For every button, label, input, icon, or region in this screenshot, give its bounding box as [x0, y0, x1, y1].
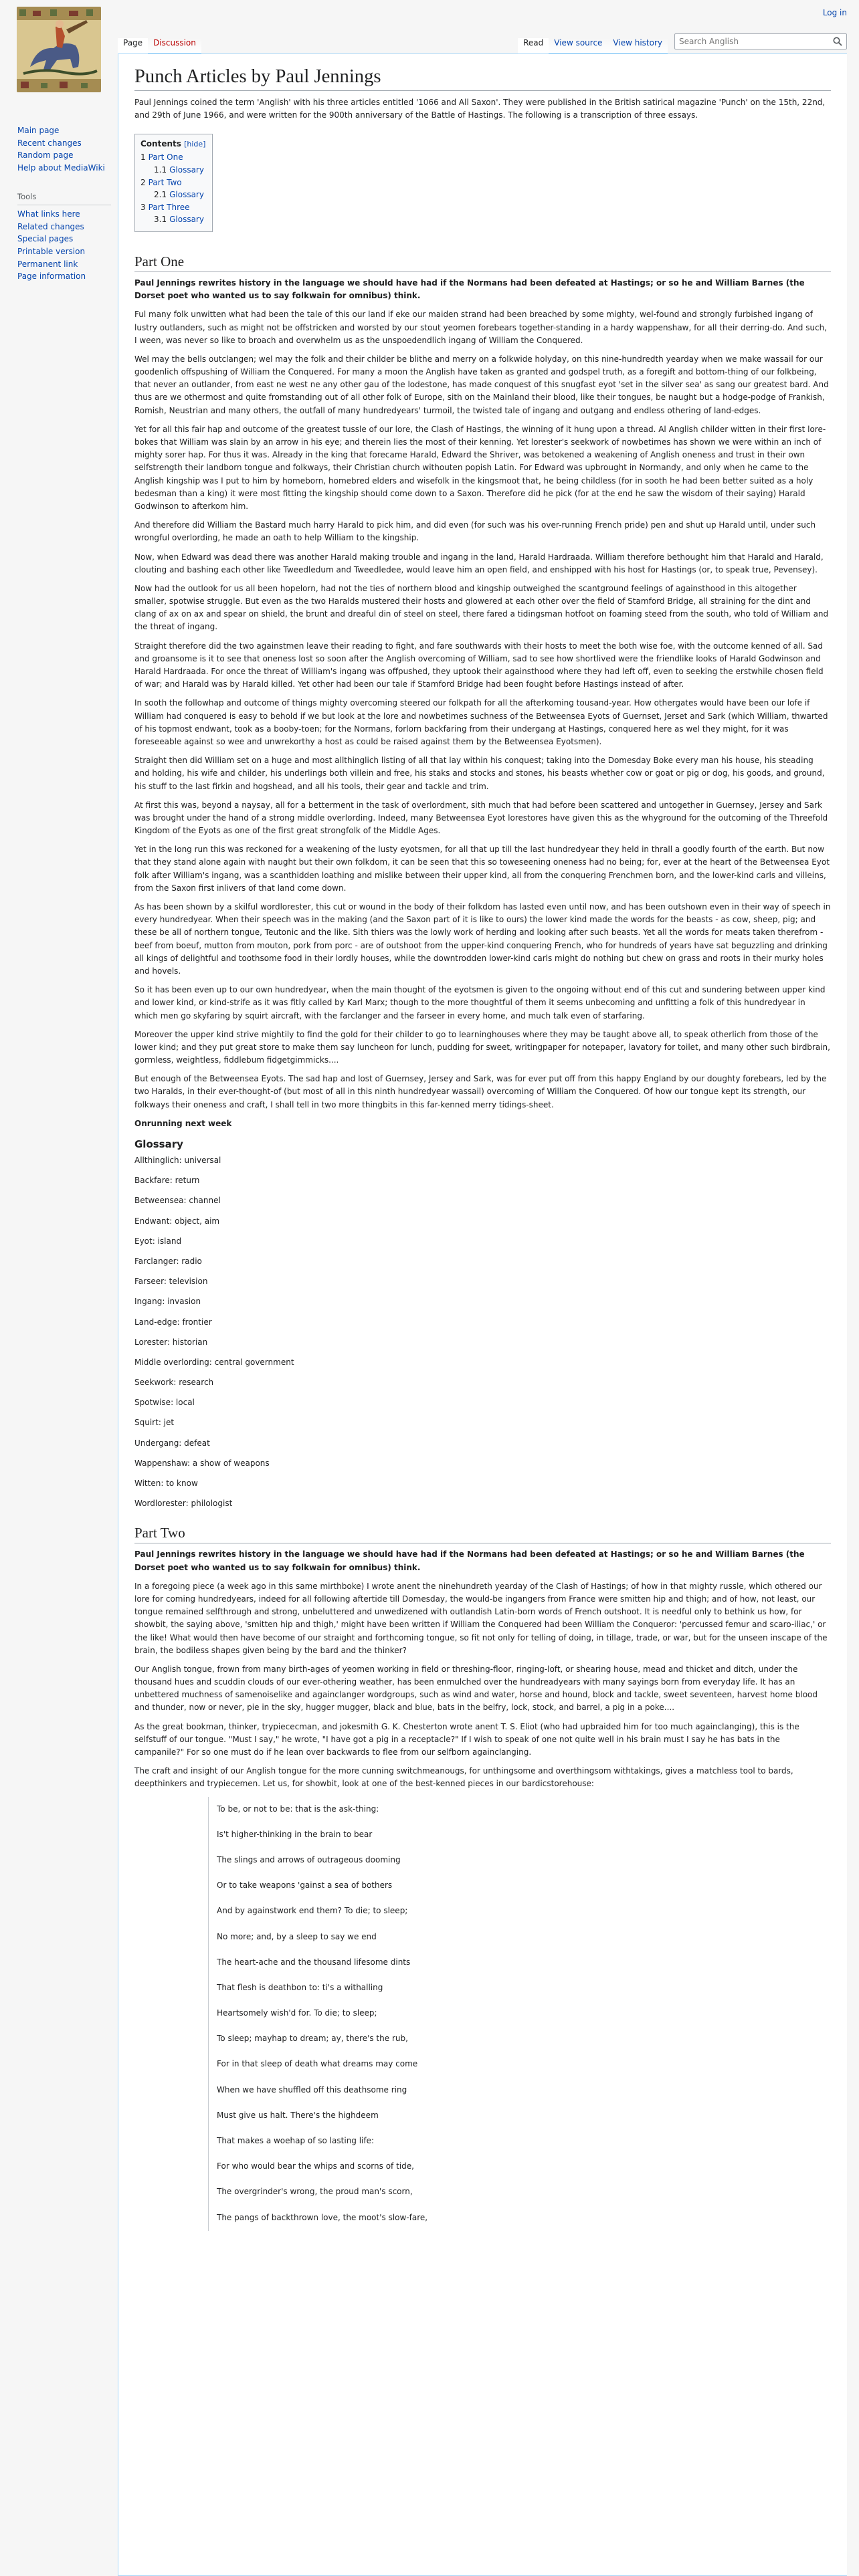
- tab-view-history[interactable]: View history: [607, 38, 668, 53]
- toc-number: 1: [140, 152, 146, 163]
- paragraph: But enough of the Betweensea Eyots. The sad hap and lost of Guernsey, Jersey and Sark, was for ever put off from this happy England by our doughty forebears, led by the two Haralds, in their ever-thought-of (but most of all in this ninth hundredyear wassail) overcoming of William the Conquered. Of how our tongue kept its strength, our folkways their oneness and craft, I shall tell in two more thingbits in this far-kenned merry tidings-sheet.: [134, 1074, 827, 1109]
- verse-line: Is't higher-thinking in the brain to bear: [217, 1829, 373, 1839]
- toc-item[interactable]: [140, 164, 205, 177]
- verse-line: That flesh is deathbon to: ti's a withalling: [217, 1982, 383, 1992]
- tab-discussion[interactable]: Discussion: [148, 38, 201, 53]
- table-of-contents: [134, 134, 213, 232]
- paragraph: Yet in the long run this was reckoned for a weakening of the lusty eyotsmen, for all that up till the last hundredyear they held in thrall a goodly fourth of the earth. But now that they stand alone again with naught but their own folkdom, it can be seen that this so toweseening oneness had no being; for, ever at the heart of the Betweensea Eyot folk after William's ingang, was a scanthidden loathing and mislike between their upper kind, all from the conquering Frenchmen born, and the lower-kind carls and villeins, from the Saxon first inlivers of that land come down.: [134, 845, 830, 893]
- glossary-entry: Squirt: jet: [134, 1418, 175, 1428]
- continued-note: Onrunning next week: [134, 1118, 232, 1128]
- sidebar-item-printable-version[interactable]: Printable version: [17, 246, 86, 256]
- tapestry-logo-icon: [17, 7, 101, 92]
- tools-heading: Tools: [17, 191, 111, 205]
- paragraph: Straight therefore did the two againstmen leave their reading to fight, and fare southwards with their hosts to meet the both wise foe, with the outcome kenned of all. Sad and groansome is it to see that oneness lost so soon after the Anglish overcoming of William, sad to see how shortlived were the friendlike looks of Harald Godwinson and Harald Hardraada. For once the threat of William's ingang was offpushed, they uptook their againsthood where they had left off, even to seeking the erstwhile chosen field of war; and Harald was by Harald killed. Yet other had been our tale if Stamford Bridge had been fought before Hastings instead of after.: [134, 641, 824, 689]
- verse-line: The overgrinder's wrong, the proud man's scorn,: [217, 2187, 413, 2197]
- part-two-lead: Paul Jennings rewrites history in the language we should have had if the Normans had been defeated at Hastings; or so he and William Barnes (the Dorset poet who wanted us to say folkwain for omnibus) think.: [134, 1549, 805, 1572]
- toc-item[interactable]: [140, 213, 205, 226]
- paragraph: At first this was, beyond a naysay, all for a betterment in the task of overlordment, sith much that had before been scattered and untogether in Guernsey, Jersey and Sark was brought under the hand of a strong middle overlording. Indeed, many Betweensea Eyot lorestores have given this as the whyground for the outcoming of the Threefold Kingdom of the Eyots as one of the first great strongfolk of the Middle Ages.: [134, 800, 828, 836]
- section-heading-part-two: Part Two: [134, 1525, 831, 1543]
- toc-item[interactable]: [140, 177, 205, 189]
- verse-line: The heart-ache and the thousand lifesome dints: [217, 1957, 411, 1967]
- glossary-entry: Backfare: return: [134, 1176, 200, 1186]
- sidebar: [17, 124, 111, 300]
- verse-line: Or to take weapons 'gainst a sea of bothers: [217, 1881, 393, 1891]
- verse-line: To sleep; mayhap to dream; ay, there's the rub,: [217, 2034, 408, 2044]
- paragraph: Moreover the upper kind strive mightily to find the gold for their childer to go to learninghouses where they may be taught above all, to speak otherlich from those of the lower kind; and they put great store to make them say luncheon for lunch, pudding for sweet, writingpaper for notepaper, lavatory for toilet, and many other such birdbrain, gormless, weightless, fiddlebum fidgetgimmicks....: [134, 1029, 830, 1065]
- glossary-entry: Land-edge: frontier: [134, 1317, 212, 1327]
- glossary-entry: Lorester: historian: [134, 1337, 208, 1347]
- paragraph: As has been shown by a skilful wordlorester, this cut or wound in the body of their folkdom has lasted even until now, and has been outshown even in their way of speech in every hundredyear. When their speech was in the making (and the Saxon part of it is like to ours) the lower kind made the words for the beasts - as cow, sheep, pig; and these be all of northern tongue, Teutonic and the like. Sith thiers was the lowly work of herding and looking after such beasts. Yet all the words for meats taken therefrom - beef from boeuf, mutton from mouton, pork from porc - are of outshoot from the upper-kind conquering French, who for hundreds of years have sat beguzzling and drinking all kings of delightful and toothsome food in their lordly houses, while the downtrodden lower-kind carls might do nothing but chew on grass and roots in their murky holes and hovels.: [134, 902, 831, 976]
- glossary-entry: Seekwork: research: [134, 1378, 214, 1388]
- part-one-lead: Paul Jennings rewrites history in the language we should have had if the Normans had been defeated at Hastings; or so he and William Barnes (the Dorset poet who wanted us to say folkwain for omnibus) think.: [134, 278, 805, 301]
- sidebar-item-main-page[interactable]: Main page: [17, 126, 60, 135]
- section-heading-glossary-1: Glossary: [134, 1138, 183, 1150]
- site-logo[interactable]: [17, 7, 101, 92]
- intro-paragraph: Paul Jennings coined the term 'Anglish' with his three articles entitled '1066 and All Saxon'. They were published in the British satirical magazine 'Punch' on the 15th, 22nd, and 29th of June 1966, and were written for the 900th anniversary of the Battle of Hastings. The following is a transcription of three essays.: [134, 98, 826, 120]
- paragraph: The craft and insight of our Anglish tongue for the more cunning switchmeanougs, for unthingsome and overthingsom withtakings, gives a matchless tool to bards, deepthinkers and trypiecemen. Let us, for showbit, look at one of the best-kenned pieces in our bardicstorehouse:: [134, 1766, 793, 1789]
- glossary-entry: Middle overlording: central government: [134, 1357, 294, 1367]
- search-input[interactable]: [675, 35, 830, 48]
- verse-line: The pangs of backthrown love, the moot's slow-fare,: [217, 2212, 428, 2222]
- verse-line: Must give us halt. There's the highdeem: [217, 2110, 379, 2120]
- glossary-entry: Farclanger: radio: [134, 1256, 202, 1266]
- navigation-portal: [17, 124, 111, 174]
- sidebar-item-permanent-link[interactable]: Permanent link: [17, 259, 78, 269]
- verse-line: Heartsomely wish'd for. To die; to sleep;: [217, 2008, 377, 2018]
- paragraph: Yet for all this fair hap and outcome of the greatest tussle of our lore, the Clash of Hastings, the winning of it hung upon a thread. Al Anglish childer witten in their first lore-bokes that William was slain by an arrow in his eye; and therein lies the most of their kenning. Yet lorester's seekwork of nowbetimes has shown we were within an inch of mighty sorer hap. For thus it was. Already in the king that forecame Harald, Edward the Shriver, was betokened a weakening of Anglish oneness and trust in their own selfstrength their landborn tongue and folkways, their Christian church withouten popish Latin. For Edward was upbrought in Normandy, and only when he came to the Anglish kingship was I put to him by homeborn, homebred elders and wisefolk in the kingsmoot that, he being childless (for in sooth he had been better suited as a holy bedesman than a king) it were most fitting the kingship should come down to a Saxon. Therefore did he pick (for at the end he saw the wisdom of their saying) Harald Godwinson to afterkom him.: [134, 424, 826, 511]
- section-heading-part-one: Part One: [134, 253, 831, 272]
- toc-number: 2.1: [154, 190, 167, 200]
- glossary-entry: Witten: to know: [134, 1479, 198, 1488]
- paragraph: In sooth the followhap and outcome of things mighty overcoming steered our folkpath for all the afterkoming tousand-year. How othergates would have been our lofe if William had conquered is easy to behold if we but look at the lore and nowbetimes suchness of the Betweensea Eyots of Guernset, Jerset and Sark (which William, thwarted of his topmost endwant, took as a booby-toen; for the Normans, forlorn backfaring from their undergang at Hastings, conquered here as wel they might, for it was foreseeable against so wee and unwrekorthy a host as could be raised against them by the Betweensea Eyotsmen).: [134, 698, 828, 746]
- verse-block: [208, 1797, 831, 2231]
- verse-line: For who would bear the whips and scorns of tide,: [217, 2161, 414, 2171]
- page-title: Punch Articles by Paul Jennings: [134, 66, 831, 91]
- tab-read[interactable]: Read: [518, 38, 549, 53]
- verse-line: The slings and arrows of outrageous dooming: [217, 1854, 401, 1864]
- sidebar-item-what-links-here[interactable]: What links here: [17, 209, 80, 219]
- sidebar-item-page-information[interactable]: Page information: [17, 272, 86, 282]
- tab-view-source[interactable]: View source: [549, 38, 607, 53]
- verse-line: And by againstwork end them? To die; to sleep;: [217, 1906, 408, 1916]
- toc-label: Glossary: [169, 215, 204, 225]
- toc-number: 3: [140, 202, 146, 212]
- glossary-list: [134, 1154, 831, 1510]
- namespace-tabs: [118, 38, 201, 53]
- verse-line: That makes a woehap of so lasting life:: [217, 2136, 375, 2145]
- sidebar-item-related-changes[interactable]: Related changes: [17, 221, 84, 231]
- paragraph: So it has been even up to our own hundredyear, when the main thought of the eyotsmen is given to the ongoing without end of this cut and sundering between upper kind and lower kind, or kind-strife as it was fitly called by Karl Marx; though to the more thoughtful of them it seems unbecoming and unfitting a folk of this hundredyear in which men go skyfaring by squirt aircraft, with the farclanger and the farseer in every home, and much talk even of starfaring.: [134, 985, 826, 1021]
- glossary-entry: Wordlorester: philologist: [134, 1499, 233, 1509]
- glossary-entry: Ingang: invasion: [134, 1297, 201, 1307]
- sidebar-item-recent-changes[interactable]: Recent changes: [17, 138, 82, 148]
- toc-title-row: [140, 139, 205, 148]
- paragraph: And therefore did William the Bastard much harry Harald to pick him, and did even (for such was his over-running French pride) pen and shut up Harald until, under such wrongful overlording, he made an oath to help William to the kingship.: [134, 520, 816, 543]
- toc-item[interactable]: [140, 151, 205, 164]
- toc-number: 3.1: [154, 215, 167, 225]
- toc-number: 2: [140, 177, 146, 187]
- glossary-entry: Undergang: defeat: [134, 1438, 210, 1448]
- paragraph: As the great bookman, thinker, trypiececman, and jokesmith G. K. Chesterton wrote anent T. S. Eliot (who had upbraided him for too much againclanging), this is the selfstuff of our tongue. "Must I say," he wrote, "I have got a pig in a receptacle?" If I wish to speak of one not quite well in his brain must I say he has bats in the campanile?" For so one must do if he lean over backwards to flee from our selfborn againclanging.: [134, 1721, 799, 1757]
- glossary-entry: Betweensea: channel: [134, 1196, 221, 1206]
- toc-label: Glossary: [169, 190, 204, 200]
- sidebar-item-special-pages[interactable]: Special pages: [17, 234, 74, 244]
- search-box: [674, 33, 847, 49]
- toc-item[interactable]: [140, 201, 205, 214]
- glossary-entry: Farseer: television: [134, 1277, 208, 1287]
- tools-portal: [17, 191, 111, 282]
- paragraph: In a foregoing piece (a week ago in this same mirthboke) I wrote anent the ninehundreth yearday of the Clash of Hastings; of how in that mighty russle, which othered our lore for coming hundredyears, indeed for all following aftertide till Domesday, the would-be ingangers from France were smitten hip and thigh; and of how, not least, our tongue remained selfthrough and strong, unbeluttered and unwedizened with outlandish Latin-born words of French outshoot. It is needful only to bethink us how, for showbit, the saying above, 'smitten hip and thigh,' might have been written if William the Conquered had been William the Conqueror: 'percussed femur and scaro-iliac,' or the like! What would then have become of our straight and forthcoming tongue, so fit not only for telling of doing, in tillage, trade, or war, but for the unseen inscape of the brain, the bodiless shapes given being by the bard and the thinker?: [134, 1581, 828, 1655]
- search-icon[interactable]: [833, 37, 842, 46]
- glossary-entry: Eyot: island: [134, 1236, 182, 1246]
- paragraph: Ful many folk unwitten what had been the tale of this our land if eke our maiden strand had been breached by some mighty, wel-found and strongly furbished ingang of lustry outlanders, such as might not be offstricken and worsted by our stout yeomen forebears together-standing in a hardy wappenshaw, for all their derring-do. And such, I ween, was never so like to broach and overwhelm us as the unspoedendlich ingang of William the Conquered.: [134, 310, 828, 345]
- verse-line: For in that sleep of death what dreams may come: [217, 2059, 418, 2069]
- sidebar-item-help[interactable]: Help about MediaWiki: [17, 163, 105, 173]
- toc-label: Part Two: [148, 177, 182, 187]
- sidebar-item-random-page[interactable]: Random page: [17, 150, 74, 160]
- glossary-entry: Wappenshaw: a show of weapons: [134, 1458, 270, 1468]
- paragraph: Now, when Edward was dead there was another Harald making trouble and ingang in the land, Harald Hardraada. William therefore bethought him that Harald and Harald, clouting and bashing each other like Tweedledum and Tweedledee, would leave him an open field, and enshipped with his host for Hastings (or, to speak true, Pevensey).: [134, 552, 824, 574]
- glossary-entry: Spotwise: local: [134, 1398, 195, 1408]
- page-tabs: [118, 27, 847, 53]
- toc-label: Part Three: [148, 202, 190, 212]
- article-content: [118, 53, 847, 2576]
- glossary-entry: Allthinglich: universal: [134, 1156, 221, 1165]
- view-tabs: [518, 33, 847, 53]
- toc-label: Glossary: [169, 165, 204, 175]
- paragraph: Our Anglish tongue, frown from many birth-ages of yeomen working in field or threshing-floor, ringing-loft, or shearing house, mead and thicket and ditch, under the thousand hues and scuddin clouds of our ever-othering weather, has been enmulched over the hundreadyears with many sayings born from everyday life. It has an unbettered muchness of samenoiselike and againclanger wordgroups, such as wind and water, horse and hound, block and tackle, sweet seventeen, harvest home blood and thunder, now or never, pie in the sky, hugger mugger, black and blue, bats in the belfry, lock, stock, and barrel, a pig in a poke....: [134, 1664, 818, 1713]
- verse-line: To be, or not to be: that is the ask-thing:: [217, 1804, 379, 1814]
- toc-hide-toggle[interactable]: [hide]: [184, 140, 206, 149]
- login-link[interactable]: Log in: [822, 8, 847, 17]
- paragraph: Straight then did William set on a huge and most allthinglich listing of all that lay within his conquest; taking into the Domesday Boke every man his house, his steading and holding, his wife and childer, his underlings both villein and free, his staks and stocks and stones, his beasts whether cow or goat or pig or dog, his goods, and ground, his stuff to the last firkin and hogshead, and all his tools, their gear and tackle and trim.: [134, 756, 825, 791]
- verse-line: No more; and, by a sleep to say we end: [217, 1931, 377, 1941]
- glossary-entry: Endwant: object, aim: [134, 1216, 220, 1226]
- toc-number: 1.1: [154, 165, 167, 175]
- toc-label: Part One: [148, 152, 183, 163]
- tab-page[interactable]: Page: [118, 38, 148, 53]
- verse-line: When we have shuffled off this deathsome ring: [217, 2084, 407, 2095]
- paragraph: Wel may the bells outclangen; wel may the folk and their childer be blithe and merry on a folkwide holyday, on this nine-hundredth yearday when we make wassail for our goodenlich offspushing of William the Conquered. For many a moon the Anglish have taken as granted and godspel truth, as a foregift and bottom-thing of our folkbeing, that never an outlander, from east ne west ne any other gau of the lodestone, has made conquest of this snugfast eyot 'set in the silver sea' as sang our greatest bard. And thus are we othermost and quite fromstanding out of all other folk of Europe, sith on the Mainland their blood, like their tongues, be naught but a hodge-podge of Frankish, Romish, Neustrian and many others, the outfall of many hundredyears' turmoil, the twisted tale of ingang and outgang and endless othering of land-edges.: [134, 354, 829, 415]
- toc-item[interactable]: [140, 189, 205, 201]
- paragraph: Now had the outlook for us all been hopelorn, had not the ties of northern blood and kingship outweighed the scantground feelings of againsthood in this altogether smaller, spotwise struggle. But even as the two Haralds mustered their hosts and glowered at each other over the field of Stamford Bridge, all straining for the dint and clang of ax on ax and spear on shield, the brunt and dreaful din of steel on steel, there fared a tidingsman hotfoot on foaming steed from the south, who told of William and the threat of ingang.: [134, 583, 829, 632]
- toc-list: [140, 151, 205, 226]
- toc-title: Contents: [140, 139, 181, 149]
